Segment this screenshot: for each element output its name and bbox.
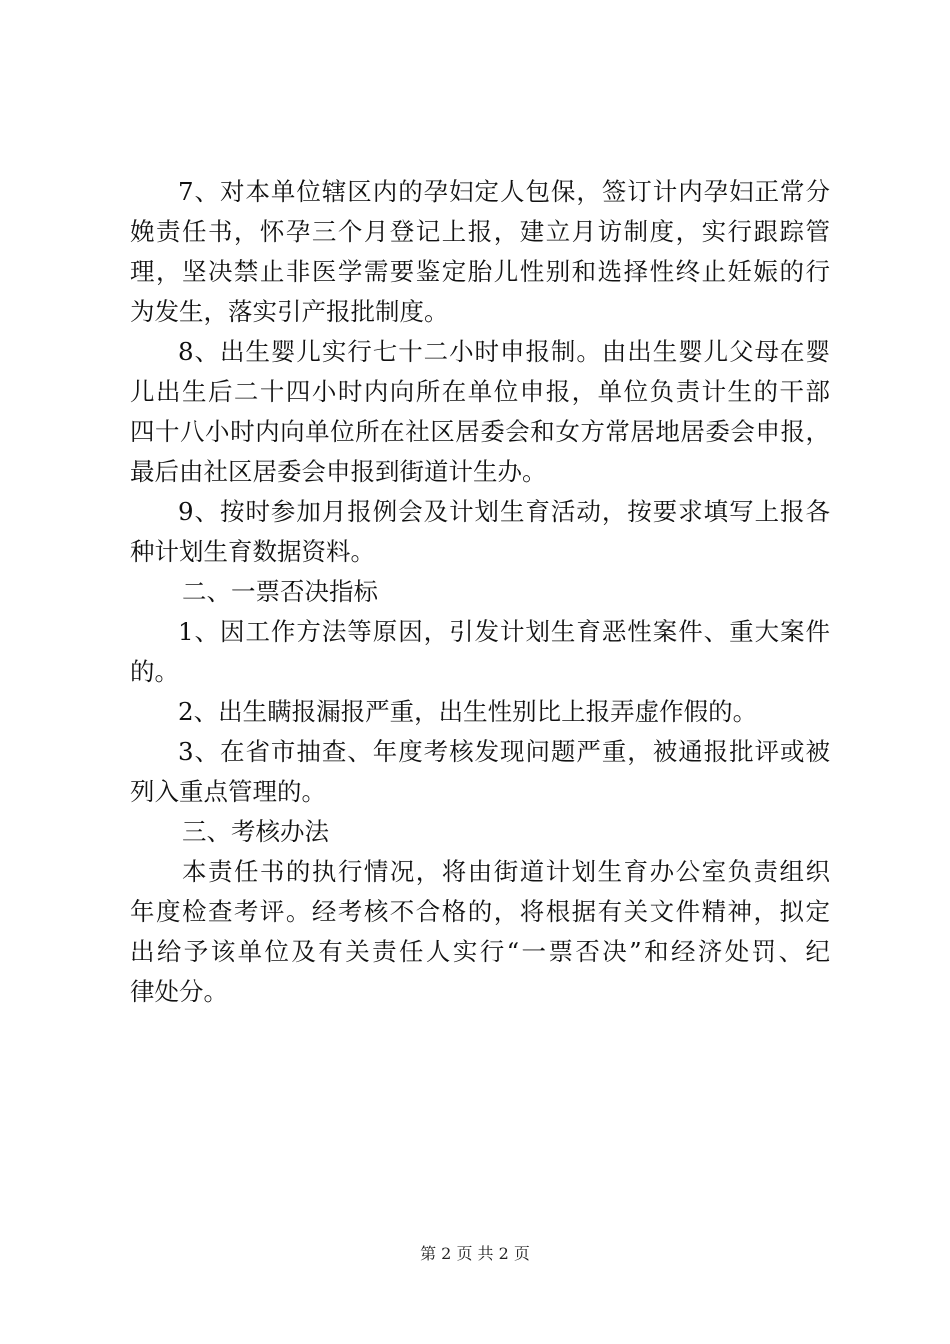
veto-item-2: [130, 692, 830, 732]
paragraph-item-9: [130, 492, 830, 572]
paragraph-item-7: [130, 172, 830, 332]
text-line: 2、出生瞒报漏报严重，出生性别比上报弄虚作假的。: [178, 697, 758, 726]
text-line: 8、出生婴儿实行七十二小时申报制。由出生婴儿父母在婴: [178, 337, 830, 366]
page-number-label: 第 2 页 共 2 页: [420, 1244, 530, 1263]
text-line: 1、因工作方法等原因，引发计划生育恶性案件、重大案件: [178, 617, 830, 646]
paragraph-assessment: [130, 852, 830, 1012]
document-body: [130, 172, 830, 1012]
paragraph-item-8: [130, 332, 830, 492]
text-line: 种计划生育数据资料。: [130, 537, 375, 566]
text-line: 理，坚决禁止非医学需要鉴定胎儿性别和选择性终止妊娠的行: [130, 257, 830, 286]
text-line: 列入重点管理的。: [130, 777, 326, 806]
text-line: 本责任书的执行情况，将由街道计划生育办公室负责组织: [182, 857, 830, 886]
text-line: 年度检查考评。经考核不合格的，将根据有关文件精神，拟定: [130, 897, 830, 926]
text-line: 为发生，落实引产报批制度。: [130, 297, 449, 326]
text-line: 7、对本单位辖区内的孕妇定人包保，签订计内孕妇正常分: [178, 177, 830, 206]
section-heading-assessment: 三、考核办法: [182, 817, 329, 846]
page-footer: [0, 1244, 950, 1264]
veto-item-3: [130, 732, 830, 812]
text-line: 3、在省市抽查、年度考核发现问题严重，被通报批评或被: [178, 737, 830, 766]
text-line: 儿出生后二十四小时内向所在单位申报，单位负责计生的干部: [130, 377, 830, 406]
text-line: 的。: [130, 657, 179, 686]
text-line: 四十八小时内向单位所在社区居委会和女方常居地居委会申报，: [130, 417, 830, 446]
text-line: 律处分。: [130, 977, 228, 1006]
text-line: 娩责任书，怀孕三个月登记上报，建立月访制度，实行跟踪管: [130, 217, 830, 246]
text-line: 最后由社区居委会申报到街道计生办。: [130, 457, 547, 486]
veto-item-1: [130, 612, 830, 692]
text-line: 9、按时参加月报例会及计划生育活动，按要求填写上报各: [178, 497, 830, 526]
text-line: 出给予该单位及有关责任人实行“一票否决”和经济处罚、纪: [130, 937, 830, 966]
section-heading-veto: 二、一票否决指标: [182, 577, 378, 606]
